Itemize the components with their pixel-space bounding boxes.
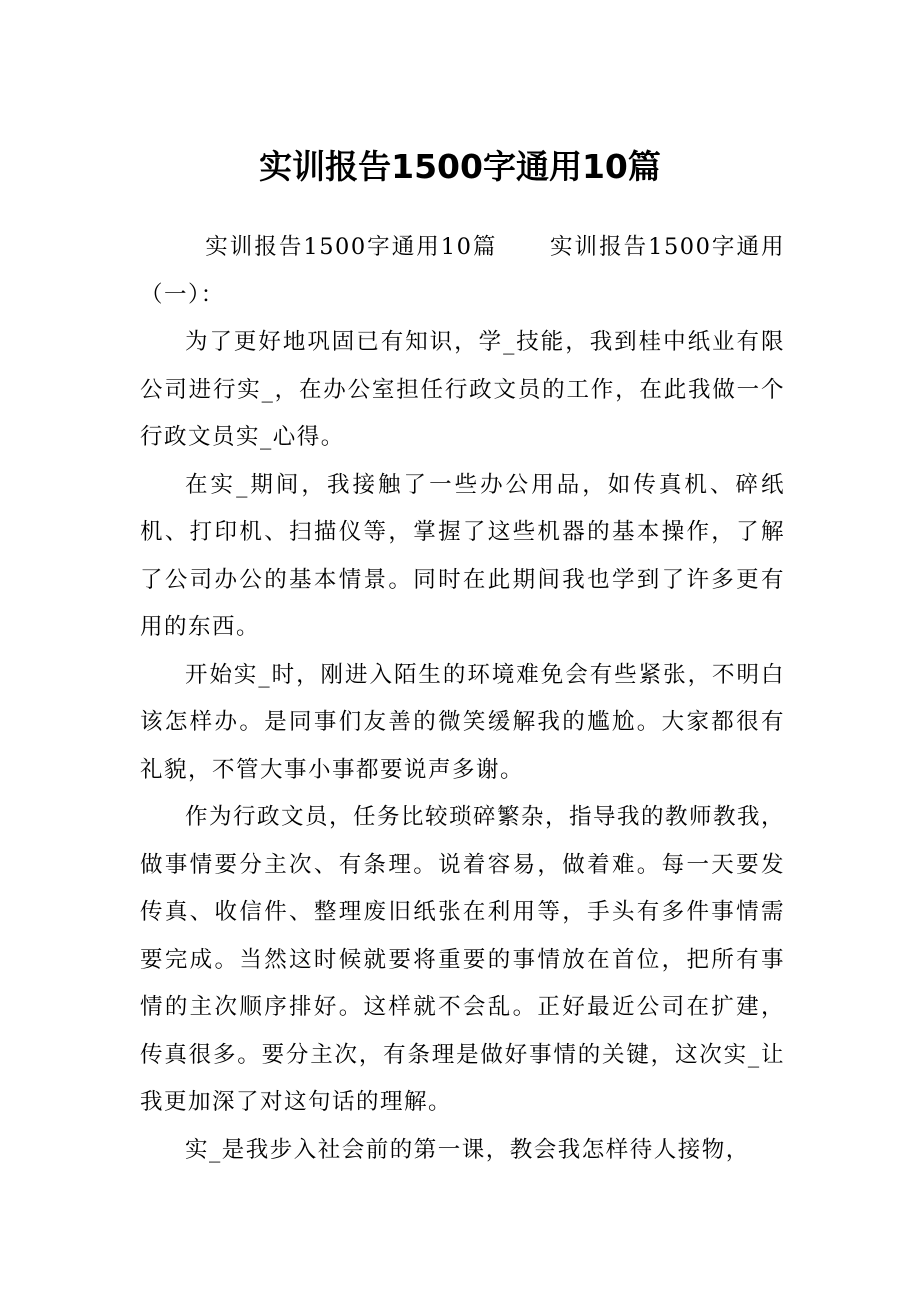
- paragraph-3: 开始实_时，刚进入陌生的环境难免会有些紧张，不明白该怎样办。是同事们友善的微笑缓解我的尴尬。大家都很有礼貌，不管大事小事都要说声多谢。: [140, 661, 785, 783]
- document-body: [140, 224, 785, 1174]
- paragraph-5: 实_是我步入社会前的第一课，教会我怎样待人接物，: [185, 1136, 750, 1163]
- paragraph-4: 作为行政文员，任务比较琐碎繁杂，指导我的教师教我，做事情要分主次、有条理。说着容易，做着难。每一天要发传真、收信件、整理废旧纸张在利用等，手头有多件事情需要完成。当然这时候就要将重要的事情放在首位，把所有事情的主次顺序排好。这样就不会乱。正好最近公司在扩建，传真很多。要分主次，有条理是做好事情的关键，这次实_让我更加深了对这句话的理解。: [140, 804, 786, 1115]
- intro-title-repeat: 实训报告1500字通用10篇: [205, 234, 498, 260]
- paragraph-2: 在实_期间，我接触了一些办公用品，如传真机、碎纸机、打印机、扫描仪等，掌握了这些机器的基本操作，了解了公司办公的基本情景。同时在此期间我也学到了许多更有用的东西。: [140, 471, 785, 640]
- intro-section-heading: 实训报告1500字通用（一）：: [140, 234, 785, 308]
- document-title: 实训报告1500字通用10篇: [259, 147, 661, 186]
- paragraph-1: 为了更好地巩固已有知识，学_技能，我到桂中纸业有限公司进行实_，在办公室担任行政文员的工作，在此我做一个行政文员实_心得。: [140, 329, 785, 450]
- intro-paragraph: [140, 224, 785, 319]
